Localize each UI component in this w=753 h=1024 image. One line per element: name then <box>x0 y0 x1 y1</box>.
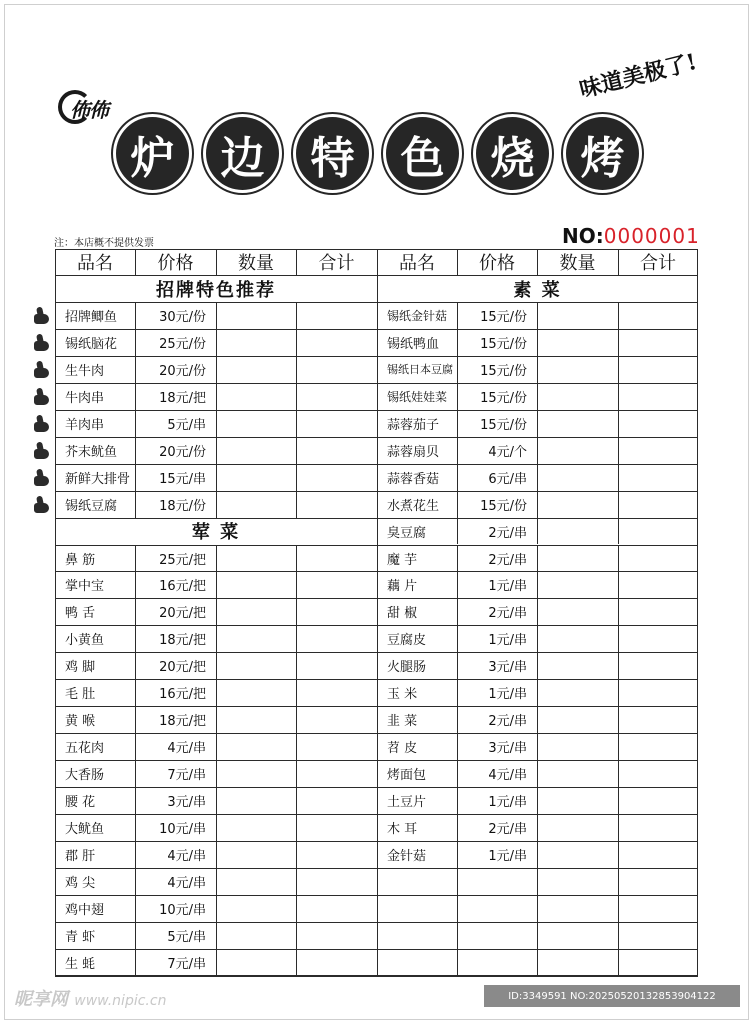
grid-line <box>296 841 297 868</box>
grid-line <box>537 410 538 437</box>
grid-line <box>537 787 538 814</box>
thumb-palm <box>34 449 49 459</box>
grid-line <box>296 545 297 572</box>
grid-line <box>618 410 619 437</box>
thumb-palm <box>34 476 49 486</box>
item-name: 锡纸鸭血 <box>387 336 440 352</box>
watermark-logo <box>14 985 166 1011</box>
grid-line <box>457 922 458 949</box>
item-name: 招牌鲫鱼 <box>65 309 118 325</box>
item-price: 1元/串 <box>488 848 527 864</box>
item-name: 锡纸金针菇 <box>387 308 448 323</box>
grid-line <box>618 545 619 572</box>
column-header: 价格 <box>479 253 515 274</box>
title-char: 边 <box>206 117 279 190</box>
grid-line <box>296 329 297 356</box>
grid-line <box>296 652 297 679</box>
grid-line <box>618 518 619 545</box>
grid-line <box>537 545 538 572</box>
grid-line <box>216 787 217 814</box>
grid-line <box>537 464 538 491</box>
grid-line <box>55 518 377 519</box>
item-price: 10元/串 <box>159 902 206 918</box>
item-price: 15元/份 <box>480 390 527 406</box>
thumbs-up-icon <box>33 388 51 406</box>
item-price: 1元/串 <box>488 687 527 703</box>
grid-line <box>537 329 538 356</box>
item-name: 黄 喉 <box>65 714 96 730</box>
grid-line <box>537 868 538 895</box>
item-name: 甜 椒 <box>387 606 418 622</box>
column-header: 品名 <box>77 253 113 274</box>
grid-line <box>377 976 698 977</box>
title-char: 烤 <box>566 117 639 190</box>
grid-line <box>537 302 538 329</box>
grid-line <box>618 464 619 491</box>
grid-line <box>618 652 619 679</box>
grid-line <box>537 841 538 868</box>
item-name: 生牛肉 <box>65 363 105 379</box>
grid-line <box>296 949 297 976</box>
grid-line <box>296 598 297 625</box>
grid-line <box>296 437 297 464</box>
grid-line <box>618 814 619 841</box>
thumbs-up-icon <box>33 307 51 325</box>
item-name: 牛肉串 <box>65 390 105 406</box>
grid-line <box>216 545 217 572</box>
item-name: 新鲜大排骨 <box>65 471 131 487</box>
grid-line <box>296 679 297 706</box>
grid-line <box>537 706 538 733</box>
item-price: 15元/份 <box>480 417 527 433</box>
item-name: 土豆片 <box>387 795 427 811</box>
grid-line <box>537 491 538 518</box>
grid-line <box>457 949 458 976</box>
item-name: 小黄鱼 <box>65 633 105 649</box>
column-header: 合计 <box>640 253 676 274</box>
grid-line <box>537 625 538 652</box>
item-price: 5元/串 <box>167 929 206 945</box>
item-name: 大香肠 <box>65 768 105 784</box>
grid-line <box>618 598 619 625</box>
grid-line <box>618 329 619 356</box>
grid-line <box>457 895 458 922</box>
item-name: 锡纸脑花 <box>65 336 118 352</box>
grid-line <box>618 895 619 922</box>
item-name: 魔 芋 <box>387 552 418 568</box>
grid-line <box>618 733 619 760</box>
item-price: 20元/份 <box>159 363 206 379</box>
grid-line <box>216 949 217 976</box>
item-name: 水煮花生 <box>387 498 440 514</box>
grid-line <box>618 437 619 464</box>
grid-line <box>296 625 297 652</box>
thumb-palm <box>34 503 49 513</box>
title-char: 烧 <box>476 117 549 190</box>
item-price: 2元/串 <box>488 606 527 622</box>
item-price: 2元/串 <box>488 822 527 837</box>
grid-line <box>296 356 297 383</box>
item-price: 20元/把 <box>159 606 206 622</box>
grid-line <box>618 383 619 410</box>
item-name: 生 蚝 <box>65 956 96 972</box>
grid-line <box>618 625 619 652</box>
item-price: 2元/串 <box>488 552 527 568</box>
column-header: 合计 <box>318 253 355 274</box>
item-name: 羊肉串 <box>65 417 105 433</box>
item-name: 锡纸豆腐 <box>65 498 118 514</box>
title-char: 色 <box>386 117 459 190</box>
item-price: 4元/串 <box>167 741 206 757</box>
item-price: 16元/把 <box>159 579 206 595</box>
grid-line <box>537 518 538 545</box>
item-price: 6元/串 <box>488 471 527 487</box>
item-price: 7元/串 <box>167 956 206 972</box>
item-name: 鸡 尖 <box>65 875 96 891</box>
order-number-value: 0000001 <box>603 224 700 248</box>
grid-line <box>216 598 217 625</box>
item-price: 25元/份 <box>159 336 206 352</box>
grid-line <box>216 437 217 464</box>
grid-line <box>618 571 619 598</box>
grid-line <box>296 491 297 518</box>
watermark-site: 昵享网 <box>14 989 68 1010</box>
grid-line <box>216 706 217 733</box>
column-header: 数量 <box>559 253 596 274</box>
grid-line <box>537 922 538 949</box>
grid-line <box>537 437 538 464</box>
grid-line <box>618 679 619 706</box>
grid-line <box>296 733 297 760</box>
item-name: 蒜蓉扇贝 <box>387 444 440 460</box>
grid-line <box>216 868 217 895</box>
grid-line <box>216 249 217 275</box>
grid-line <box>537 383 538 410</box>
thumbs-up-icon <box>33 334 51 352</box>
item-price: 1元/串 <box>488 633 527 649</box>
grid-line <box>618 949 619 976</box>
grid-line <box>135 249 136 275</box>
item-price: 15元/串 <box>159 471 206 487</box>
grid-line <box>618 787 619 814</box>
item-price: 1元/串 <box>488 579 527 595</box>
section-title-meat: 荤 菜 <box>191 522 241 544</box>
item-name: 锡纸娃娃菜 <box>387 389 448 404</box>
grid-line <box>296 410 297 437</box>
grid-line <box>618 249 619 275</box>
item-price: 1元/串 <box>488 795 527 811</box>
grid-line <box>216 302 217 329</box>
thumbs-up-icon <box>33 361 51 379</box>
grid-line <box>537 249 538 275</box>
grid-line <box>296 383 297 410</box>
grid-line <box>618 356 619 383</box>
item-price: 16元/把 <box>159 687 206 703</box>
item-name: 腰 花 <box>65 795 96 811</box>
grid-line <box>296 571 297 598</box>
grid-line <box>216 356 217 383</box>
item-name: 郡 肝 <box>65 848 96 864</box>
item-price: 15元/份 <box>480 309 527 325</box>
thumb-palm <box>34 314 49 324</box>
item-price: 15元/份 <box>480 498 527 514</box>
thumbs-up-icon <box>33 469 51 487</box>
grid-line <box>216 841 217 868</box>
grid-line <box>537 733 538 760</box>
item-name: 鼻 筋 <box>65 552 96 568</box>
item-name: 藕 片 <box>387 579 418 595</box>
item-price: 18元/把 <box>159 714 206 730</box>
grid-line <box>618 706 619 733</box>
grid-line <box>296 249 297 275</box>
item-price: 18元/份 <box>159 498 206 514</box>
item-name: 豆腐皮 <box>387 633 427 649</box>
grid-line <box>296 895 297 922</box>
title-char: 特 <box>296 117 369 190</box>
item-name: 芥末鱿鱼 <box>65 444 118 460</box>
item-name: 五花肉 <box>65 741 105 757</box>
item-name: 鸡中翅 <box>65 902 105 918</box>
thumb-palm <box>34 368 49 378</box>
item-price: 10元/串 <box>159 822 206 837</box>
item-price: 4元/串 <box>488 768 527 784</box>
slogan: 味道美极了! <box>576 48 700 104</box>
grid-line <box>296 464 297 491</box>
grid-line <box>216 922 217 949</box>
item-price: 25元/把 <box>159 552 206 568</box>
grid-line <box>537 598 538 625</box>
brand-logo <box>58 90 118 126</box>
item-price: 18元/把 <box>159 390 206 406</box>
grid-line <box>537 652 538 679</box>
item-name: 蒜蓉茄子 <box>387 417 440 433</box>
item-price: 3元/串 <box>488 660 527 676</box>
item-price: 20元/份 <box>159 444 206 460</box>
item-price: 4元/串 <box>167 875 206 891</box>
thumb-palm <box>34 395 49 405</box>
item-price: 4元/串 <box>167 848 206 864</box>
item-price: 20元/把 <box>159 660 206 676</box>
item-price: 15元/份 <box>480 363 527 379</box>
section-title-signature: 招牌特色推荐 <box>156 279 276 301</box>
item-name: 木 耳 <box>387 822 418 837</box>
item-name: 玉 米 <box>387 687 418 703</box>
grid-line <box>618 841 619 868</box>
grid-line <box>537 679 538 706</box>
grid-line <box>537 895 538 922</box>
menu-title <box>116 117 639 190</box>
item-name: 鸡 脚 <box>65 660 96 676</box>
grid-line <box>216 625 217 652</box>
grid-line <box>296 787 297 814</box>
item-price: 30元/份 <box>159 309 206 325</box>
grid-line <box>296 302 297 329</box>
item-price: 7元/串 <box>167 768 206 784</box>
thumb-palm <box>34 422 49 432</box>
grid-line <box>457 249 458 275</box>
grid-line <box>216 491 217 518</box>
item-price: 15元/份 <box>480 336 527 352</box>
item-price: 5元/串 <box>167 417 206 433</box>
column-header: 价格 <box>157 253 194 274</box>
order-number <box>562 224 700 248</box>
thumbs-up-icon <box>33 415 51 433</box>
item-price: 2元/串 <box>488 525 527 541</box>
grid-line <box>216 652 217 679</box>
thumbs-up-icon <box>33 442 51 460</box>
item-name: 金针菇 <box>387 848 427 864</box>
grid-line <box>618 491 619 518</box>
grid-line <box>296 760 297 787</box>
item-name: 苕 皮 <box>387 741 418 757</box>
item-name: 火腿肠 <box>387 660 427 676</box>
grid-line <box>296 868 297 895</box>
grid-line <box>457 868 458 895</box>
order-number-label: NO: <box>562 224 604 248</box>
grid-line <box>216 895 217 922</box>
grid-line <box>618 760 619 787</box>
section-title-vegetable: 素 菜 <box>513 279 562 301</box>
column-header: 品名 <box>399 253 435 274</box>
item-price: 2元/串 <box>488 714 527 730</box>
item-price: 4元/个 <box>488 444 527 460</box>
column-header: 数量 <box>238 253 274 274</box>
item-price: 3元/串 <box>488 741 527 757</box>
item-name: 毛 肚 <box>65 687 96 703</box>
item-name: 锡纸日本豆腐 <box>387 363 453 377</box>
title-char: 炉 <box>116 117 189 190</box>
watermark-id: ID:3349591 NO:20250520132853904122 <box>484 985 740 1007</box>
grid-line <box>296 814 297 841</box>
grid-line <box>537 356 538 383</box>
item-price: 18元/把 <box>159 633 206 649</box>
grid-line <box>537 814 538 841</box>
thumb-palm <box>34 341 49 351</box>
grid-line <box>296 706 297 733</box>
grid-line <box>216 814 217 841</box>
item-name: 臭豆腐 <box>387 525 427 541</box>
watermark-url: www.nipic.cn <box>74 993 167 1009</box>
item-name: 蒜蓉香菇 <box>387 471 440 487</box>
order-table <box>55 249 698 976</box>
grid-line <box>618 868 619 895</box>
item-price: 3元/串 <box>167 795 206 811</box>
thumbs-up-icon <box>33 496 51 514</box>
grid-line <box>618 302 619 329</box>
brand-name: 佈佈 <box>70 98 108 122</box>
item-name: 掌中宝 <box>65 579 105 595</box>
grid-line <box>537 760 538 787</box>
grid-line <box>216 410 217 437</box>
grid-line <box>216 571 217 598</box>
invoice-note: 注：本店概不提供发票 <box>54 238 154 249</box>
item-name: 青 虾 <box>65 929 96 945</box>
grid-line <box>55 976 377 977</box>
grid-line <box>216 383 217 410</box>
grid-line <box>216 329 217 356</box>
item-name: 烤面包 <box>387 768 427 784</box>
item-name: 大鱿鱼 <box>65 822 105 837</box>
grid-line <box>296 922 297 949</box>
item-name: 韭 菜 <box>387 714 418 730</box>
grid-line <box>216 733 217 760</box>
grid-line <box>537 949 538 976</box>
grid-line <box>216 464 217 491</box>
grid-line <box>537 571 538 598</box>
grid-line <box>618 922 619 949</box>
item-name: 鸭 舌 <box>65 606 96 622</box>
grid-line <box>216 760 217 787</box>
grid-line <box>216 679 217 706</box>
